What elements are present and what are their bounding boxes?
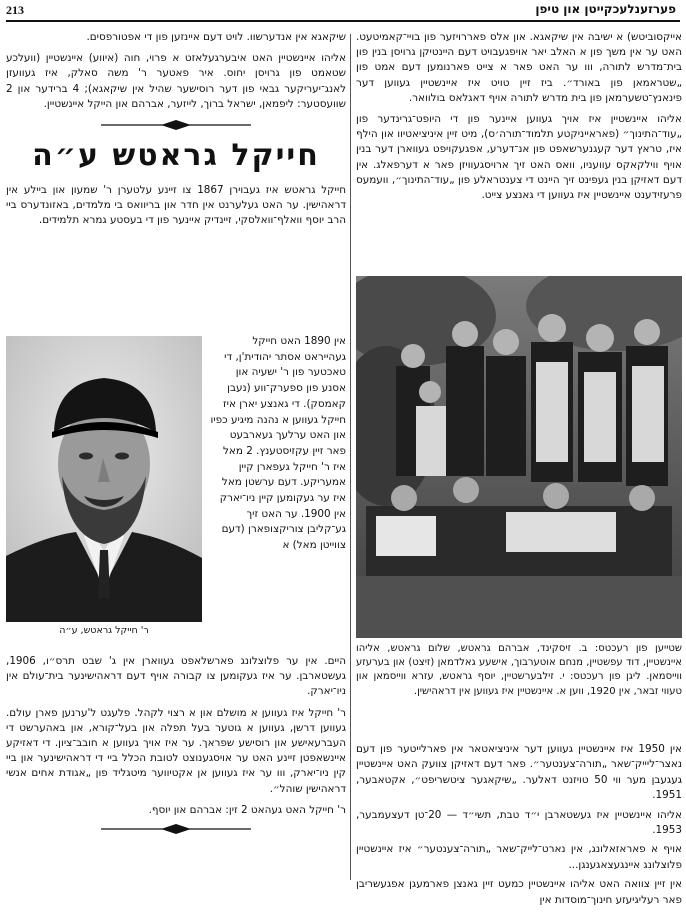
photo-caption: שטייען פון רעכטס: ב. זיסקינד, אברהם גראטש, שלום גראטש, אליהו איינשטיין, דוד עפשטיין, מנחם אוטערבוך, אישעע גאלדמאן (זיצט) און בערעזע ווייסמאן. ליגן פון רעכטס: י. זילבערשטיין, יוסף גראטש, עזרא ווייסמאן און טעווי זבאר, אין 1920, ווען א. איינשטיין איז געווען אין דראהישין.	[356, 643, 682, 697]
right-column	[356, 30, 683, 906]
right-paragraph-1: אייקסוביטש) א ישיבה אין שיקאגא. און אלס פאררויזער פון בויי־קאמיטעט. האט ער אין משך פון א האלב יאר אויפגעבויט דעם היינטיקן גרויסן בנין פון בית־מדרש לתורה, ווו ער האט פאר א צייט פארנומען דעם אמט פון „שטראמאן פון באורד״. ביז זיין טויט איז איינשטיין געווען דער פינאנץ־טשערמאן פון בית מדרש לתורה אויף דאגלאס בולוואר.	[356, 31, 682, 104]
lower-paragraph-2: ר' חייקל איז געווען א מושלם און א רצוי לקהל. פלעגט ל'ערנען פארן עולם. געווען דרשן, געווען א גוטער בעל תפלה און בעל־קורא, און באהערשט די העברעאישע און רוסישע שפראך. ער איז אויך געווען א חובב־ציון. די דאזיקע איינשאפטן זיינע האט ער אויסגענוצט לטובת הכלל ביי די דראהישינער און ביי קין ניו־יארק, ווו ער איז געווען אן אקטיווער מיטגליד פון „אגודת אחים אנשי דראהישין שוהל״.	[6, 706, 346, 795]
bottom-divider-ornament	[6, 824, 346, 834]
column-divider	[350, 34, 351, 880]
text-beside-portrait	[210, 334, 346, 560]
group-photo	[356, 276, 682, 638]
lower-paragraph-3: ר' חייקל האט געהאט 2 זין: אברהם און יוסף.	[148, 803, 346, 816]
text-below-portrait	[6, 654, 346, 842]
left-paragraph-1: שיקאגא אין אנדערשוו. לויט דעם איינזען פון די אפטורפסים.	[86, 31, 346, 43]
section-divider-ornament	[6, 120, 346, 130]
running-title: פערזענלעכקייטן און טיפן	[535, 2, 676, 16]
portrait-figure	[6, 336, 202, 640]
right-bottom-paragraph-3: אויף א פאראזאלונג, אין נארט־לייק־שאר „תורה־צענטער״ איז איינשטיין פלוצלונג איינגעצאגענגן...	[356, 843, 682, 871]
page-number: 213	[6, 3, 24, 17]
right-bottom-text	[356, 742, 682, 912]
lower-paragraph-1: היים. אין ער פלוצלונג פארשלאפט געווארן אין ג' שבט תרס״ו, 1906, געשטארבן. ער איז געקומען צו קבורה אויף דעם דראהישינער בית־עולם אין ניו־יארק.	[6, 655, 346, 698]
intro-paragraph: חייקל גראטש איז געבוירן 1867 צו זיינע עלטערן ר' שמעון און ביילע אין דראהישין. ער האט געלערנט אין חדר און בריוואס בי מלמדים, באזונדערס ביי הרב יוסף וואלף־וואלסקי, זיינדיק איינער פון די בעסטע גמרא תלמידים.	[6, 184, 346, 227]
left-paragraph-2: אליהו איינשטיין האט איבערגעלאזט א פרוי, חוה (איווע) איינשטיין (וועלכע שטאמט פון גרויסן יחוס. איר פאטער ר' משה סאלק, איז געוועזן לאנג־יעריקער גבאי פון דער רוסישער שהיל אין שיקאגא); 4 ברידער און 2 שוועסטער: ליפמאן, ישראל ברוך, לייזער, אברהם און הייקל איינשטיין.	[6, 52, 346, 110]
right-bottom-paragraph-1: אין 1950 איז איינשטיין געווען דער איניציאטאר אין פארלייטער פון דעם נאצר־ליייק־שאר „תורה־צענטער״. פאר דעם דאזיקן צוועק האט איינשטיין געגעבן מער ווי 50 טויזנט דאלער. „שיקאגער ציטשריפט״, אקטאבער, 1951.	[356, 743, 682, 802]
page-header	[6, 2, 680, 22]
photo-caption-block	[356, 642, 682, 705]
right-paragraph-2: אליהו איינשטיין איז אויך געווען איינער פון די היופט־גרינדער פון „עוד־התינוך״ (פאראייניקטע תלמוד־תורה׳ס), מיט זיין איניציאטיוו און הילף איז, טראץ דער קעגנערשאפט פון אנ־דערע, אפגעקויפט געווארן דער בנין אויף ווילקאקס עוועניו, וואס האט זיך ארויסגעוויזן פאר א דערפאלג. אין דעם דאזיקן בנין געפינט זיך היינט די צענטראלע פון „עוד־התינוך״, וועמעס פרעזידענט איינשטיין איז געווען די גאנצע צייט.	[356, 113, 682, 202]
right-bottom-paragraph-4: אין זיין צוואה האט אליהו איינשטיין כמעט זיין גאנצן פארמעגן אפגעשריבן פאר רעליגיעזע חינוך־מוסדות אין	[356, 878, 682, 906]
portrait-caption: ר' חייקל גראטש, ע״ה	[59, 625, 149, 636]
left-column	[6, 30, 346, 888]
beside-portrait-paragraph: אין 1890 האט חייקל געהייראט אסתר יהודית'ן, די טאכטער פון ר' ישעיה און אסנע פון ספערק־ווע (נעבן קאמסק). די גאנצע יארן איז חייקל געווען א נהנה מיגיע כפיו און האט ערלעך געארבעט פאר זיין עקזיסטענץ. 2 מאל איז ר' חייקל געפארן קיין אמעריקע. דעם ערשטן מאל איז ער געקומען קיין ניו־יארק אין 1900. ער האט זיך גע־קליבן צוריקצופארן (דעם צווייטן מאל) א	[210, 335, 346, 552]
portrait-image	[6, 336, 202, 622]
right-bottom-paragraph-2: אליהו איינשטיין איז געשטארבן י״ד טבת, תשי״ד — 20־טן דעצעמבער, 1953.	[356, 808, 683, 837]
section-title: חייקל גראטש ע״ה	[32, 138, 320, 174]
